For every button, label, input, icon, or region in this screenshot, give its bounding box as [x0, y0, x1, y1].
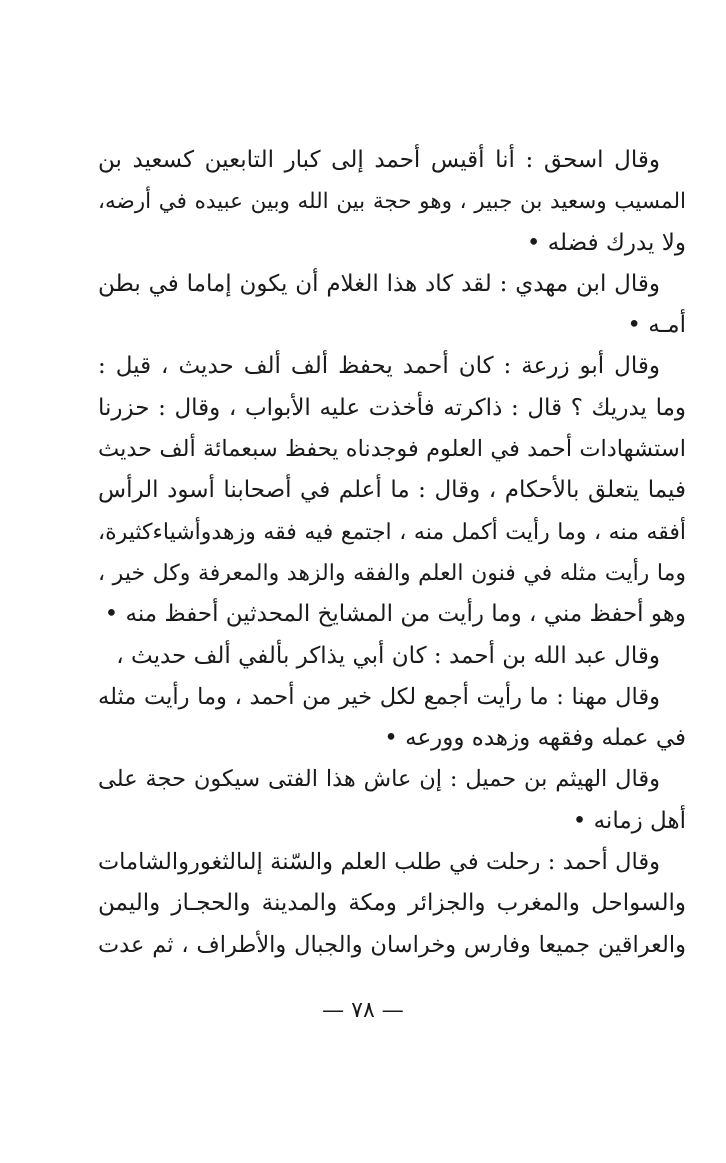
text-line: ولا يدرك فضله • — [526, 229, 686, 256]
text-line: أمـه • — [627, 312, 686, 339]
text-line: استشهادات أحمد في العلوم فوجدناه يحفظ سبعمائة ألف حديث — [98, 436, 686, 463]
body-text — [98, 140, 686, 966]
text-line: وقال أبو زرعة : كان أحمد يحفظ ألف ألف حديث ، قيل : — [98, 353, 660, 380]
text-line: فيما يتعلق بالأحكام ، وقال : ما أعلم في أصحابنا أسود الرأس — [98, 477, 686, 504]
text-line: وقال الهيثم بن حميل : إن عاش هذا الفتى سيكون حجة على — [98, 766, 660, 793]
page-number: — ٧٨ — — [322, 998, 404, 1023]
text-line: أهل زمانه • — [572, 807, 686, 834]
text-line: والسواحل والمغرب والجزائر ومكة والمدينة والحجـاز واليمن — [98, 890, 686, 917]
text-line: وهو أحفظ مني ، وما رأيت من المشايخ المحدثين أحفظ منه • — [104, 601, 686, 628]
text-line: في عمله وفقهه وزهده وورعه • — [384, 725, 686, 752]
text-line: والعراقين جميعا وفارس وخراسان والجبال والأطراف ، ثم عدت — [98, 931, 686, 958]
text-line: وقال ابن مهدي : لقد كاد هذا الغلام أن يكون إماما في بطن — [98, 270, 660, 297]
text-line: وقال عبد الله بن أحمد : كان أبي يذاكر بألفي ألف حديث ، — [116, 642, 660, 669]
text-line: وقال مهنا : ما رأيت أجمع لكل خير من أحمد ، وما رأيت مثله — [98, 683, 660, 710]
text-line: وما رأيت مثله في فنون العلم والفقه والزهد والمعرفة وكل خير ، — [98, 560, 686, 586]
text-line: وقال أحمد : رحلت في طلب العلم والسّنة إلىالثغوروالشامات — [98, 849, 660, 876]
text-line: وما يدريك ؟ قال : ذاكرته فأخذت عليه الأبواب ، وقال : حزرنا — [98, 394, 686, 421]
text-line: وقال اسحق : أنا أقيس أحمد إلى كبار التابعين كسعيد بن — [98, 147, 660, 173]
text-line: أفقه منه ، وما رأيت أكمل منه ، اجتمع فيه فقه وزهدوأشياءكثيرة، — [98, 519, 686, 545]
text-line: المسيب وسعيد بن جبير ، وهو حجة بين الله وبين عبيده في أرضه، — [98, 189, 686, 215]
